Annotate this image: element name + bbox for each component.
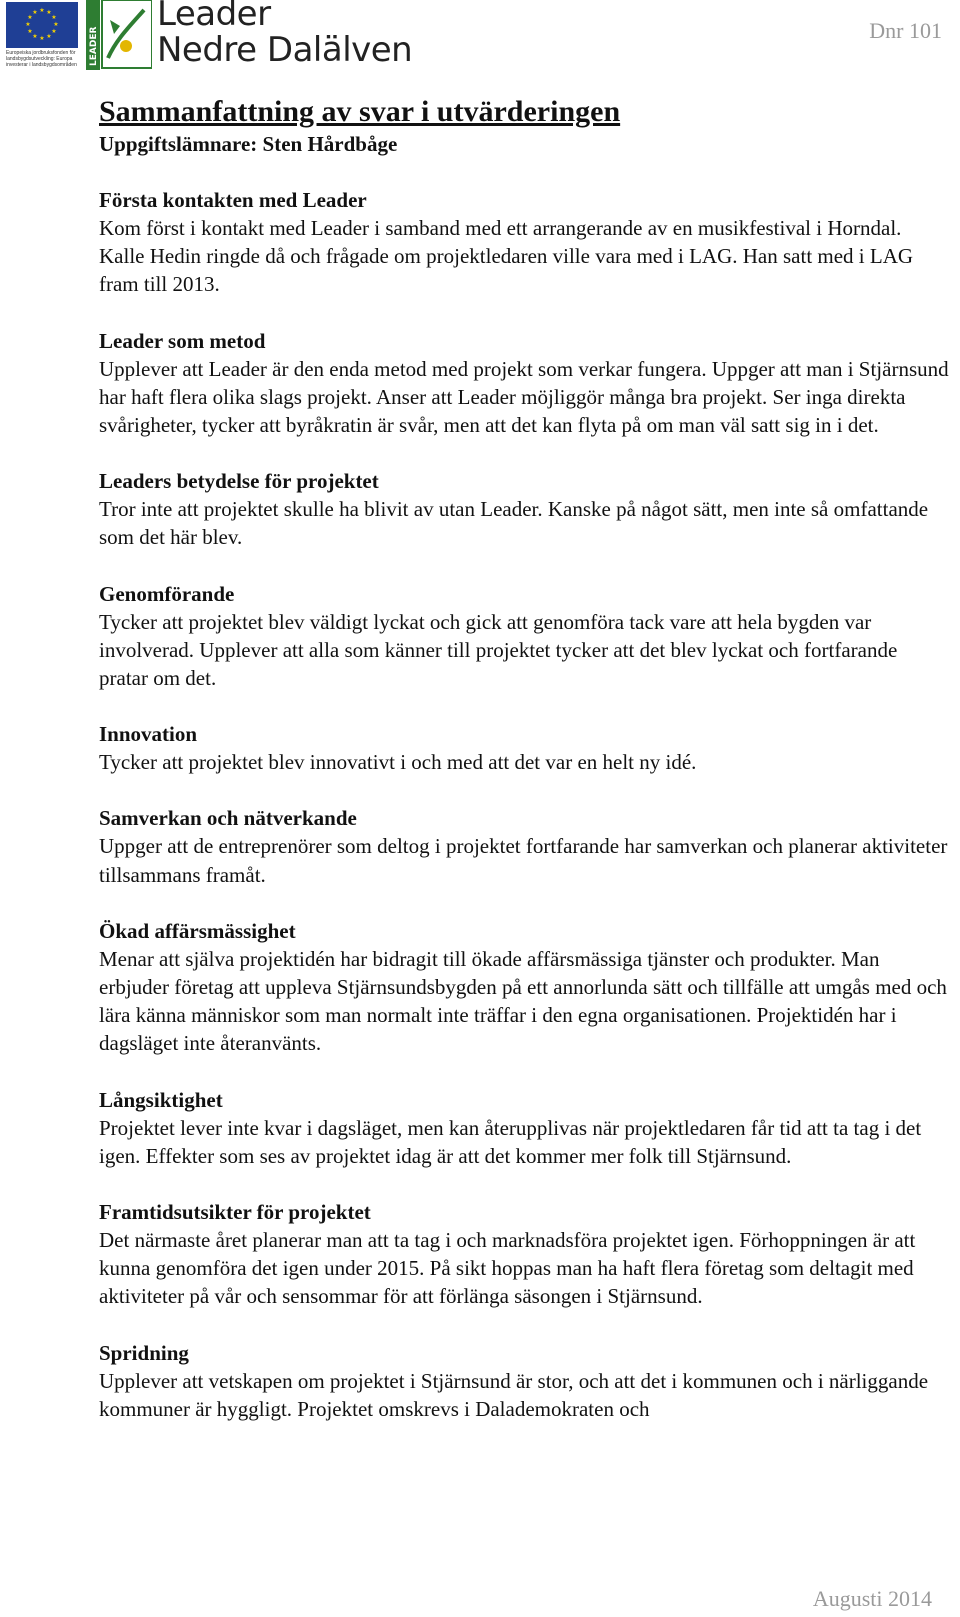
section-body: Det närmaste året planerar man att ta tag i och marknadsföra projektet igen. Förhoppningen är att kunna genomföra det igen under 2015. På sikt hoppas man ha haft flera företag som deltagit med aktiviteter på vår och sensommar för att förlänga säsongen i Stjärnsund. — [99, 1228, 916, 1309]
section-body: Upplever att Leader är den enda metod med projekt som verkar fungera. Uppger att man i Stjärnsund har haft flera olika slags projekt. Anser att Leader möjliggör många bra projekt. Ser inga direkta svårigheter, tycker att byråkratin är svår, men att det kan flyta på om man väl satt sig in i det. — [99, 356, 949, 438]
section-heading: Innovation — [99, 722, 198, 747]
section — [99, 1086, 949, 1170]
section-body: Menar att själva projektidén har bidragit till ökade affärsmässiga tjänster och produkter. Man erbjuder företag att uppleva Stjärnsundsbygden på ett annorlunda sätt och tillfälle att umgås med och lära känna människor som man normalt inte träffar i den egna organisationen. Projektidén har i dagsläget inte återanvänts. — [99, 946, 947, 1056]
section-heading: Samverkan och nätverkande — [99, 806, 357, 831]
svg-text:★: ★ — [51, 28, 57, 35]
section-heading: Första kontakten med Leader — [99, 188, 367, 212]
section — [99, 720, 949, 776]
document-number: Dnr 101 — [869, 18, 942, 43]
section-body: Uppger att de entreprenörer som deltog i projektet fortfarande har samverkan och planerar aktiviteter tillsammans framåt. — [99, 834, 948, 887]
section — [99, 467, 949, 551]
document-body — [99, 94, 949, 1451]
svg-text:★: ★ — [25, 21, 31, 28]
svg-text:★: ★ — [27, 14, 33, 21]
section — [99, 917, 949, 1058]
document-title: Sammanfattning av svar i utvärderingen — [99, 95, 621, 128]
section — [99, 327, 949, 440]
section — [99, 804, 949, 888]
section-heading: Spridning — [99, 1340, 189, 1365]
section-heading: Leader som metod — [99, 328, 266, 353]
section-body: Kom först i kontakt med Leader i samband med ett arrangerande av en musikfestival i Horndal. Kalle Hedin ringde då och frågade om projektledaren ville vara med i LAG. Han satt med i LAG fram till 2013. — [99, 216, 914, 297]
respondent-line: Uppgiftslämnare: Sten Hårdbåge — [99, 132, 398, 156]
brand-line-2: Nedre Dalälven — [157, 30, 413, 70]
eu-caption: Europeiska jordbruksfonden för landsbygdsutveckling: Europa investerar i landsbygdsområden — [6, 50, 77, 68]
svg-text:★: ★ — [27, 28, 33, 35]
brand-line-1: Leader — [157, 0, 271, 34]
section-body: Tycker att projektet blev väldigt lyckat och gick att genomföra tack vare att hela bygden var involverad. Upplever att alla som känner till projektet tycker att det blev lyckat och fortfarande pratar om det. — [99, 609, 898, 691]
footer-date: Augusti 2014 — [812, 1586, 932, 1611]
section-heading: Framtidsutsikter för projektet — [99, 1200, 371, 1225]
section-heading: Genomförande — [99, 581, 235, 606]
section-body: Upplever att vetskapen om projektet i Stjärnsund är stor, och att det i kommunen och i närliggande kommuner är hyggligt. Projektet omskrevs i Dalademokraten och — [99, 1368, 929, 1421]
section-body: Projektet lever inte kvar i dagsläget, men kan återupplivas när projektledaren får tid att ta tag i det igen. Effekter som ses av projektet idag är att det kommer mer folk till Stjärnsund. — [99, 1115, 922, 1168]
logo-vertical-text: LEADER — [89, 26, 99, 66]
svg-text:★: ★ — [46, 33, 52, 40]
section-body: Tycker att projektet blev innovativt i och med att det var en helt ny idé. — [99, 750, 697, 775]
leader-logo-icon — [86, 0, 152, 70]
svg-text:★: ★ — [51, 14, 57, 21]
svg-text:★: ★ — [32, 9, 38, 16]
eu-flag-icon — [6, 2, 78, 48]
section-body: Tror inte att projektet skulle ha blivit av utan Leader. Kanske på något sätt, men inte så omfattande som det här blev. — [99, 497, 929, 550]
section — [99, 1339, 949, 1423]
svg-text:★: ★ — [46, 9, 52, 16]
svg-text:★: ★ — [53, 21, 59, 28]
section-heading: Ökad affärsmässighet — [99, 918, 296, 943]
section — [99, 580, 949, 693]
svg-text:★: ★ — [39, 35, 45, 42]
svg-text:★: ★ — [32, 33, 38, 40]
brand-logotype — [157, 0, 412, 68]
section-heading: Leaders betydelse för projektet — [99, 469, 379, 494]
page-header — [0, 0, 960, 80]
section — [99, 1198, 949, 1311]
svg-text:★: ★ — [39, 7, 45, 14]
section-heading: Långsiktighet — [99, 1087, 223, 1112]
section — [99, 186, 949, 299]
